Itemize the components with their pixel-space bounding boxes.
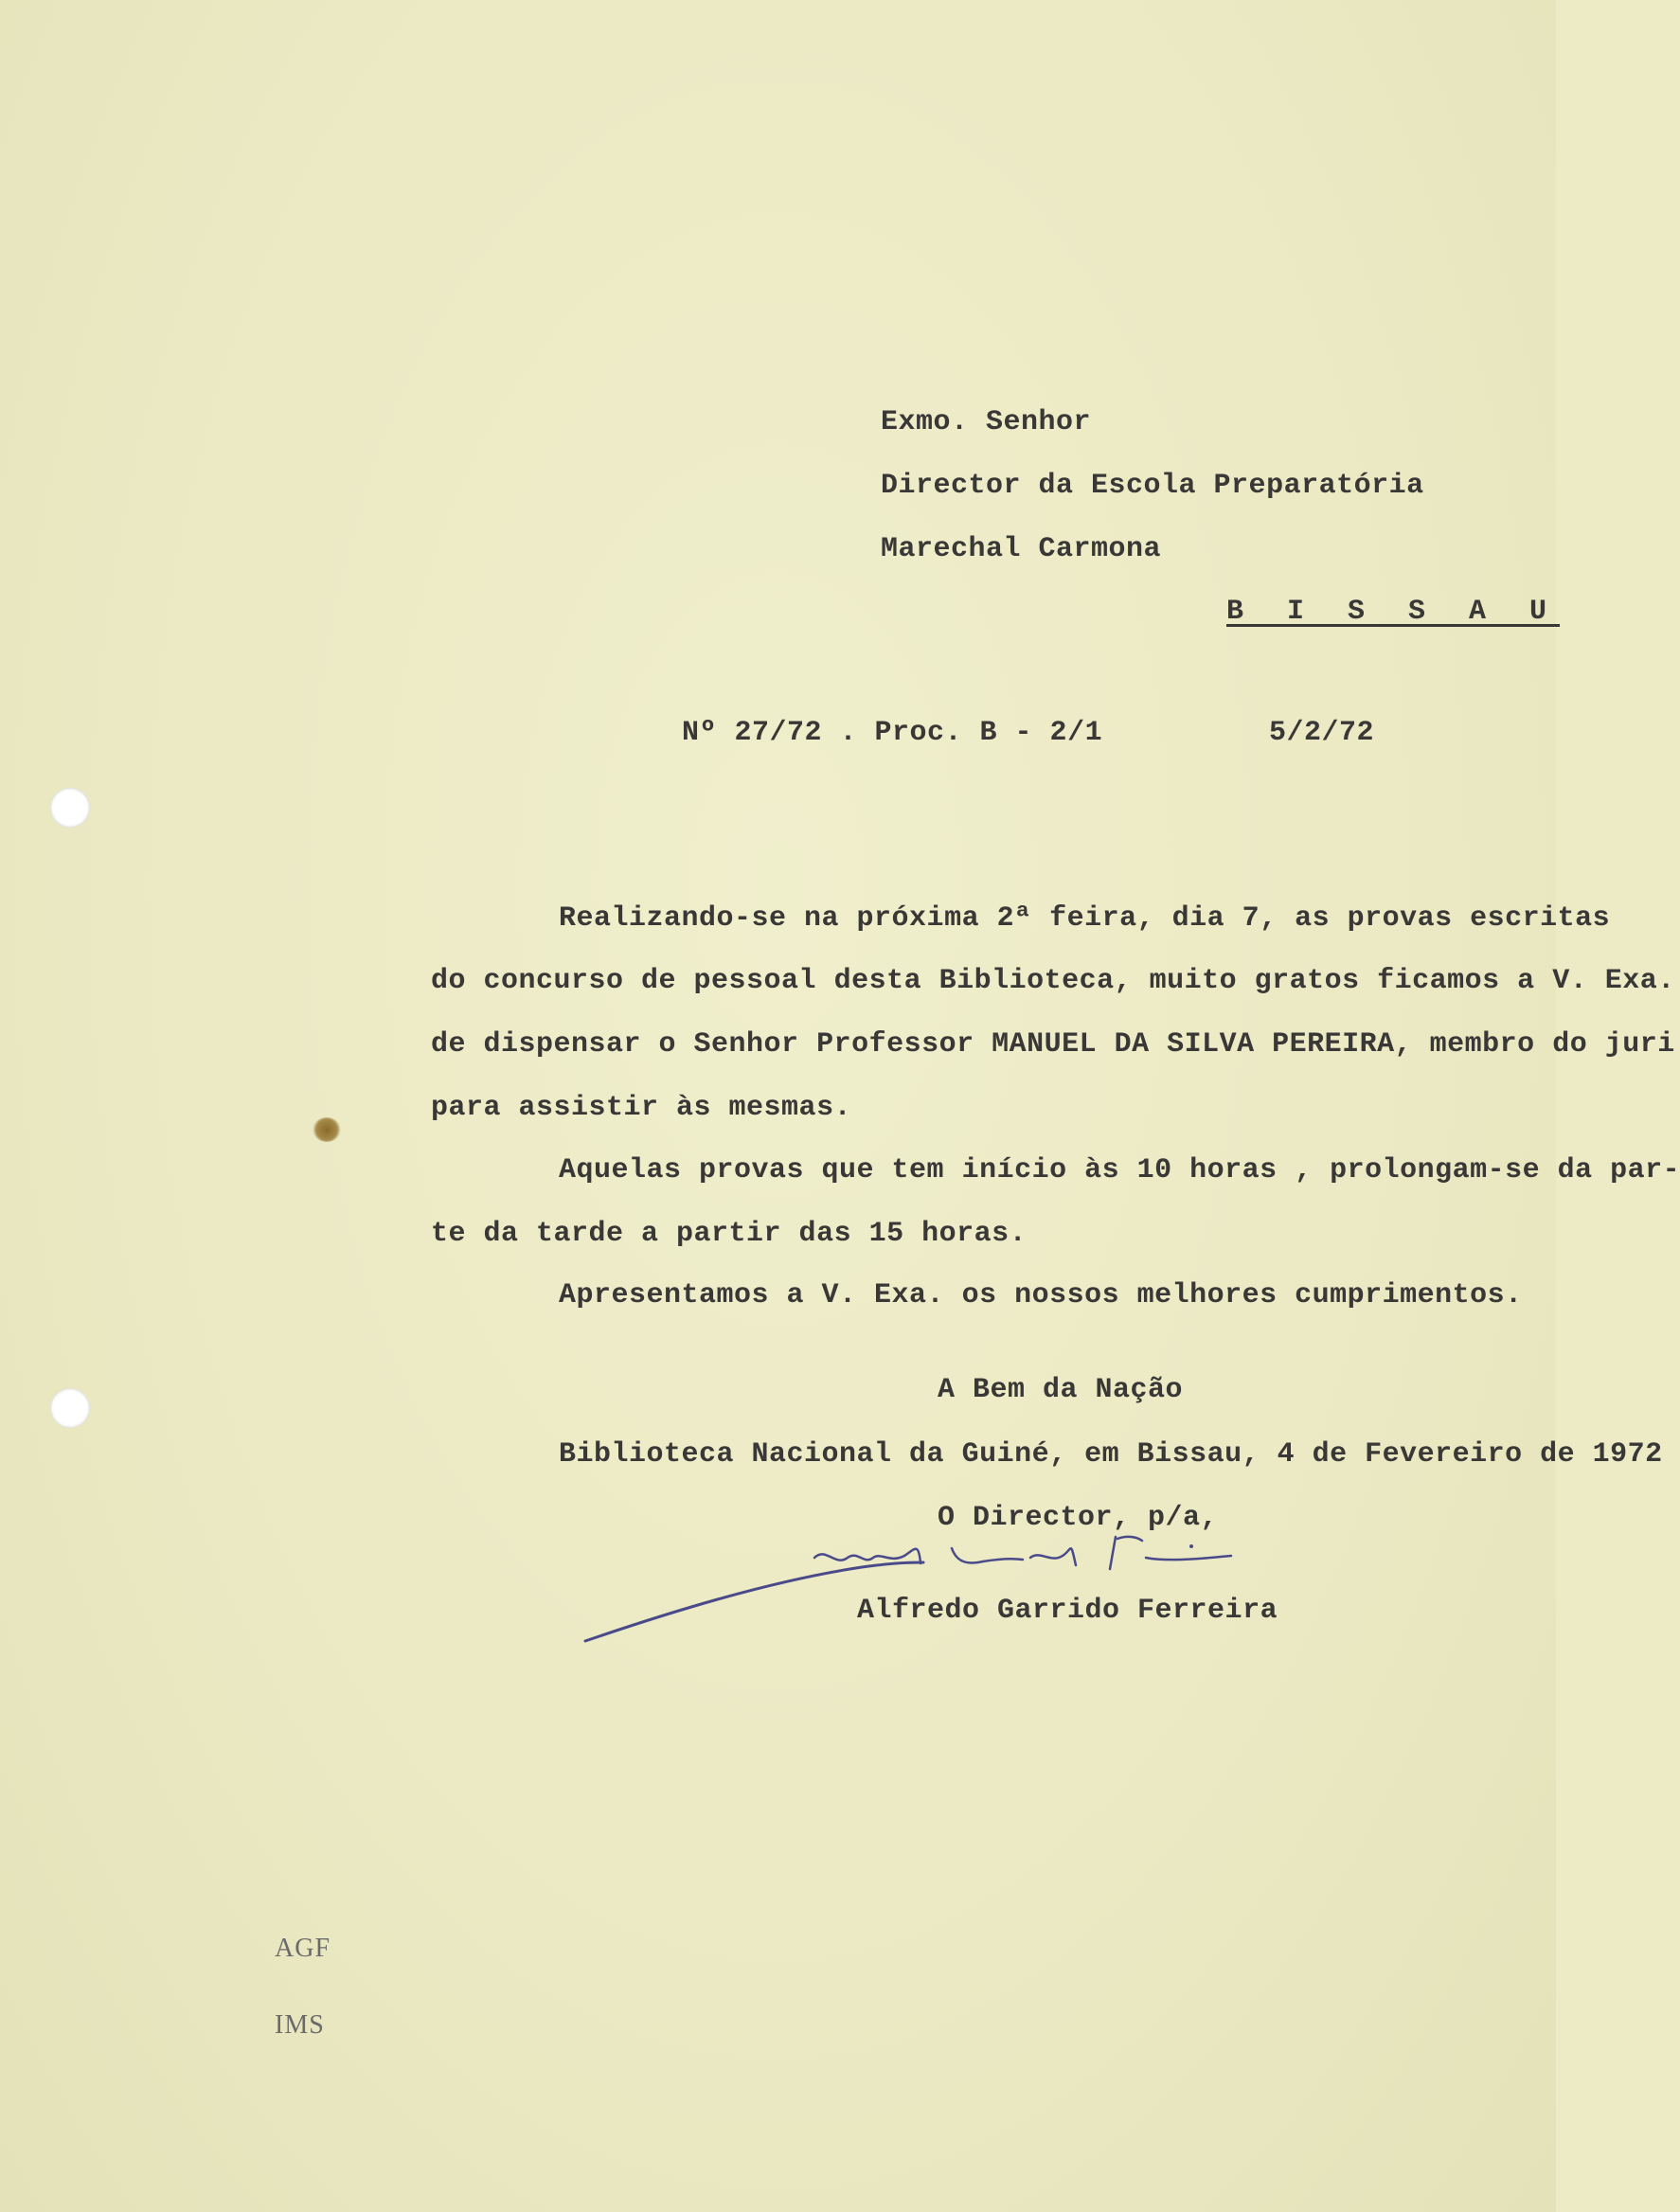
body-p2-line1: Aquelas provas que tem início às 10 horas , prolongam-se da par- bbox=[559, 1154, 1680, 1186]
handwritten-signature bbox=[578, 1529, 1278, 1652]
initials-second: IMS bbox=[275, 2010, 325, 2040]
closing-place-date: Biblioteca Nacional da Guiné, em Bissau, 4 de Fevereiro de 1972 bbox=[559, 1438, 1663, 1471]
address-city: B I S S A U bbox=[1226, 596, 1561, 628]
body-p1-line3: de dispensar o Senhor Professor MANUEL DA SILVA PEREIRA, membro do juri bbox=[431, 1028, 1675, 1061]
address-line-1: Director da Escola Preparatória bbox=[881, 470, 1424, 502]
ink-stain bbox=[313, 1117, 341, 1142]
punch-hole-top bbox=[50, 788, 90, 828]
body-p1-line2: do concurso de pessoal desta Biblioteca, muito gratos ficamos a V. Exa. bbox=[431, 965, 1675, 997]
body-p1-line4: para assistir às mesmas. bbox=[431, 1092, 852, 1124]
address-line-2: Marechal Carmona bbox=[881, 533, 1162, 565]
closing-motto: A Bem da Nação bbox=[938, 1374, 1184, 1406]
closing-signatory: Alfredo Garrido Ferreira bbox=[857, 1595, 1278, 1627]
closing-role: O Director, p/a, bbox=[938, 1502, 1219, 1534]
body-p2-line2: te da tarde a partir das 15 horas. bbox=[431, 1218, 1028, 1250]
initials-first: AGF bbox=[275, 1934, 331, 1963]
reference-date: 5/2/72 bbox=[1269, 717, 1375, 749]
body-p3-line1: Apresentamos a V. Exa. os nossos melhores cumprimentos. bbox=[559, 1279, 1523, 1311]
punch-hole-bottom bbox=[50, 1388, 90, 1428]
address-salutation: Exmo. Senhor bbox=[881, 406, 1092, 438]
body-p1-line1: Realizando-se na próxima 2ª feira, dia 7, as provas escritas bbox=[559, 902, 1611, 935]
reference-number: Nº 27/72 . Proc. B - 2/1 bbox=[682, 717, 1103, 749]
